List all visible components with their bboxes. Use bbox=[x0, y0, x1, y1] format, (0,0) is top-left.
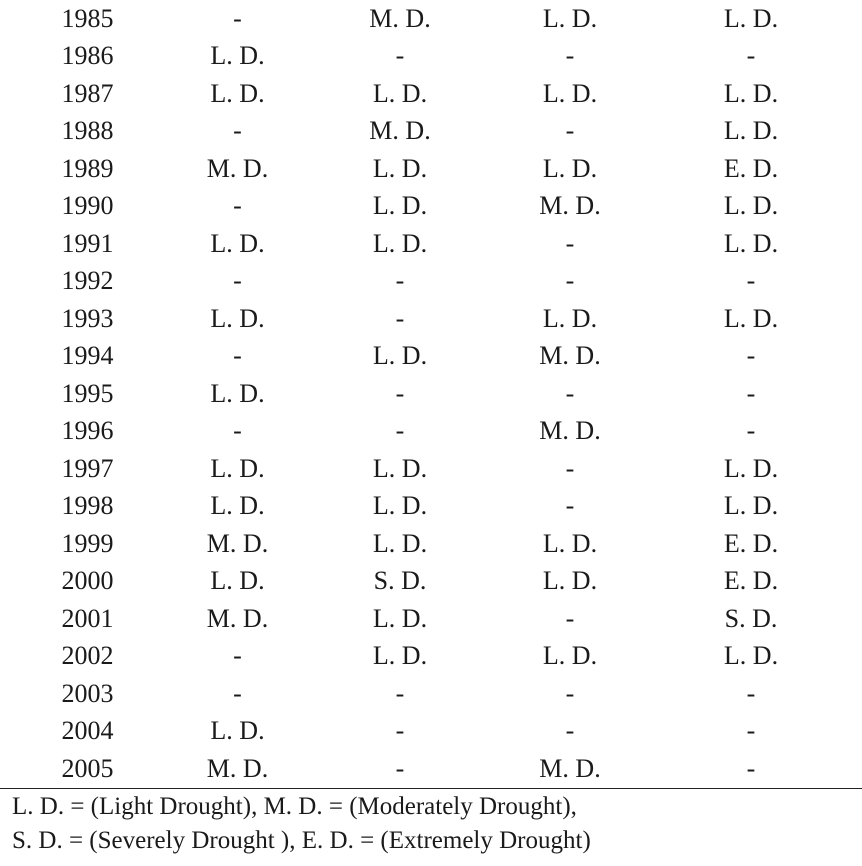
table-row bbox=[0, 338, 862, 376]
table-row bbox=[0, 750, 862, 788]
drought-cell: L. D. bbox=[372, 228, 428, 258]
year-cell: 1997 bbox=[61, 453, 114, 483]
table-row bbox=[0, 113, 862, 151]
drought-cell: L. D. bbox=[372, 453, 428, 483]
year-cell: 2005 bbox=[61, 753, 114, 783]
drought-cell: L. D. bbox=[723, 228, 779, 258]
drought-cell: - bbox=[746, 266, 756, 296]
table-row bbox=[0, 75, 862, 113]
drought-cell: L. D. bbox=[542, 78, 598, 108]
drought-cell: - bbox=[565, 41, 575, 71]
drought-cell: - bbox=[746, 753, 756, 783]
table-row bbox=[0, 600, 862, 638]
drought-cell: - bbox=[746, 678, 756, 708]
drought-cell: - bbox=[395, 678, 405, 708]
drought-cell: L. D. bbox=[723, 453, 779, 483]
drought-cell: L. D. bbox=[210, 41, 265, 71]
drought-cell: L. D. bbox=[372, 491, 428, 521]
drought-cell: M. D. bbox=[206, 603, 269, 633]
drought-cell: - bbox=[233, 266, 242, 296]
drought-cell: - bbox=[746, 378, 756, 408]
drought-cell: - bbox=[565, 266, 575, 296]
year-cell: 1985 bbox=[61, 3, 114, 33]
drought-cell: L. D. bbox=[210, 228, 265, 258]
table-row bbox=[0, 713, 862, 751]
drought-cell: L. D. bbox=[210, 716, 265, 746]
drought-cell: M. D. bbox=[539, 341, 601, 371]
year-cell: 1988 bbox=[61, 116, 114, 146]
drought-cell: M. D. bbox=[206, 528, 269, 558]
drought-cell: L. D. bbox=[372, 153, 428, 183]
drought-cell: - bbox=[565, 228, 575, 258]
year-cell: 1999 bbox=[61, 528, 114, 558]
year-cell: 1989 bbox=[61, 153, 114, 183]
drought-cell: - bbox=[395, 41, 405, 71]
drought-cell: E. D. bbox=[723, 528, 779, 558]
table-row bbox=[0, 300, 862, 338]
drought-cell: S. D. bbox=[724, 603, 778, 633]
drought-cell: - bbox=[233, 641, 242, 671]
drought-cell: L. D. bbox=[372, 341, 428, 371]
drought-cell: L. D. bbox=[372, 528, 428, 558]
drought-cell: L. D. bbox=[542, 528, 598, 558]
drought-cell: L. D. bbox=[542, 303, 598, 333]
drought-cell: L. D. bbox=[372, 191, 428, 221]
drought-cell: - bbox=[233, 3, 242, 33]
table-row bbox=[0, 375, 862, 413]
drought-cell: - bbox=[565, 716, 575, 746]
table-row bbox=[0, 488, 862, 526]
drought-cell: - bbox=[565, 491, 575, 521]
drought-cell: L. D. bbox=[723, 3, 779, 33]
year-cell: 1992 bbox=[61, 266, 114, 296]
drought-cell: L. D. bbox=[210, 378, 265, 408]
drought-cell: L. D. bbox=[210, 78, 265, 108]
drought-cell: L. D. bbox=[723, 641, 779, 671]
footnote-divider bbox=[0, 788, 862, 789]
table-row bbox=[0, 0, 862, 38]
table-row bbox=[0, 38, 862, 76]
footnote-line-2: S. D. = (Severely Drought ), E. D. = (Extremely Drought) bbox=[12, 827, 591, 854]
drought-cell: - bbox=[395, 416, 405, 446]
drought-cell: L. D. bbox=[372, 641, 428, 671]
year-cell: 1986 bbox=[61, 41, 114, 71]
year-cell: 2003 bbox=[61, 678, 114, 708]
drought-cell: M. D. bbox=[369, 3, 431, 33]
drought-cell: - bbox=[233, 116, 242, 146]
table-row bbox=[0, 563, 862, 601]
drought-cell: S. D. bbox=[373, 566, 427, 596]
drought-cell: M. D. bbox=[539, 753, 601, 783]
table-row bbox=[0, 225, 862, 263]
year-cell: 1993 bbox=[61, 303, 114, 333]
drought-cell: M. D. bbox=[369, 116, 431, 146]
drought-cell: - bbox=[395, 266, 405, 296]
drought-cell: L. D. bbox=[542, 3, 598, 33]
drought-cell: - bbox=[395, 303, 405, 333]
drought-cell: - bbox=[746, 341, 756, 371]
drought-cell: L. D. bbox=[210, 566, 265, 596]
drought-cell: - bbox=[395, 716, 405, 746]
year-cell: 1995 bbox=[61, 378, 114, 408]
drought-cell: L. D. bbox=[210, 453, 265, 483]
drought-cell: - bbox=[565, 378, 575, 408]
year-cell: 2000 bbox=[61, 566, 114, 596]
year-cell: 1994 bbox=[61, 341, 114, 371]
year-cell: 2004 bbox=[61, 716, 114, 746]
table-row bbox=[0, 675, 862, 713]
year-cell: 1991 bbox=[61, 228, 114, 258]
table-row bbox=[0, 263, 862, 301]
year-cell: 1987 bbox=[61, 78, 114, 108]
year-cell: 2002 bbox=[61, 641, 114, 671]
drought-cell: - bbox=[233, 191, 242, 221]
table-row bbox=[0, 150, 862, 188]
year-cell: 1998 bbox=[61, 491, 114, 521]
drought-cell: - bbox=[395, 378, 405, 408]
year-cell: 2001 bbox=[61, 603, 114, 633]
drought-cell: L. D. bbox=[723, 191, 779, 221]
table-row bbox=[0, 638, 862, 676]
drought-cell: - bbox=[746, 41, 756, 71]
drought-cell: M. D. bbox=[539, 416, 601, 446]
drought-cell: L. D. bbox=[372, 78, 428, 108]
drought-cell: L. D. bbox=[372, 603, 428, 633]
drought-cell: - bbox=[746, 416, 756, 446]
drought-cell: - bbox=[395, 753, 405, 783]
drought-cell: L. D. bbox=[723, 78, 779, 108]
drought-cell: L. D. bbox=[723, 116, 779, 146]
drought-cell: - bbox=[233, 678, 242, 708]
drought-cell: - bbox=[233, 341, 242, 371]
drought-cell: - bbox=[233, 416, 242, 446]
drought-cell: E. D. bbox=[723, 153, 779, 183]
year-cell: 1996 bbox=[61, 416, 114, 446]
year-cell: 1990 bbox=[61, 191, 114, 221]
drought-cell: M. D. bbox=[539, 191, 601, 221]
drought-cell: - bbox=[565, 603, 575, 633]
drought-cell: - bbox=[746, 716, 756, 746]
drought-cell: M. D. bbox=[206, 153, 269, 183]
drought-cell: E. D. bbox=[723, 566, 779, 596]
drought-cell: L. D. bbox=[723, 491, 779, 521]
table-row bbox=[0, 413, 862, 451]
drought-cell: L. D. bbox=[542, 566, 598, 596]
drought-cell: L. D. bbox=[723, 303, 779, 333]
footnote bbox=[12, 790, 591, 858]
drought-cell: L. D. bbox=[542, 153, 598, 183]
drought-cell: L. D. bbox=[210, 303, 265, 333]
drought-cell: M. D. bbox=[206, 753, 269, 783]
drought-cell: - bbox=[565, 453, 575, 483]
drought-cell: - bbox=[565, 116, 575, 146]
table-row bbox=[0, 525, 862, 563]
footnote-line-1: L. D. = (Light Drought), M. D. = (Moderately Drought), bbox=[12, 793, 577, 820]
table-row bbox=[0, 188, 862, 226]
drought-cell: L. D. bbox=[542, 641, 598, 671]
drought-cell: - bbox=[565, 678, 575, 708]
table-row bbox=[0, 450, 862, 488]
drought-cell: L. D. bbox=[210, 491, 265, 521]
